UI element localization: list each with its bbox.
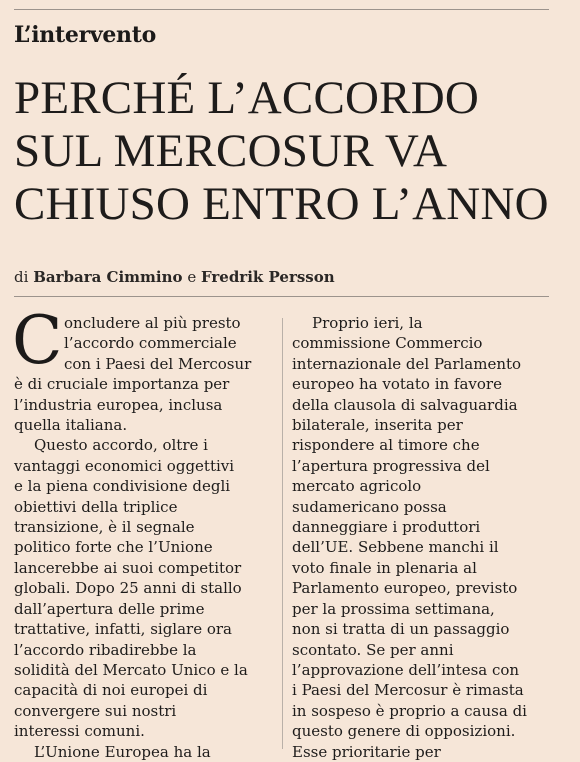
text-line: trattative, infatti, siglare ora bbox=[14, 620, 232, 639]
column-divider bbox=[282, 318, 283, 749]
text-line: Proprio ieri, la bbox=[312, 314, 423, 332]
text-line: in sospeso è proprio a causa di bbox=[292, 701, 527, 720]
paragraph bbox=[14, 742, 272, 762]
text-line: l’approvazione dell’intesa con bbox=[292, 660, 520, 679]
first-paragraph bbox=[12, 302, 272, 435]
paragraph bbox=[292, 313, 554, 762]
text-line: e la piena condivisione degli bbox=[14, 477, 231, 496]
text-line: politico forte che l’Unione bbox=[14, 538, 213, 557]
top-rule bbox=[14, 9, 549, 10]
author-name: Barbara Cimmino bbox=[33, 268, 183, 286]
text-line: commissione Commercio bbox=[292, 334, 483, 353]
text-line: obiettivi della triplice bbox=[14, 497, 178, 516]
text-line: L’Unione Europea ha la bbox=[34, 742, 211, 761]
text-line: è di cruciale importanza per bbox=[14, 375, 230, 394]
text-line: con i Paesi del Mercosur bbox=[64, 354, 252, 373]
headline-line: CHIUSO ENTRO L’ANNO bbox=[14, 178, 549, 230]
text-line: mercato agricolo bbox=[292, 477, 422, 496]
text-line: internazionale del Parlamento bbox=[292, 354, 522, 373]
text-line: convergere sui nostri bbox=[14, 701, 177, 720]
text-line: solidità del Mercato Unico e la bbox=[14, 660, 248, 679]
drop-cap: C bbox=[12, 302, 63, 379]
text-line: rispondere al timore che bbox=[292, 436, 480, 455]
text-line: danneggiare i produttori bbox=[292, 518, 481, 537]
text-line: dall’apertura delle prime bbox=[14, 599, 205, 618]
byline-conjunction: e bbox=[187, 268, 197, 286]
text-line: l’accordo ribadirebbe la bbox=[14, 640, 197, 659]
article-headline bbox=[14, 72, 559, 231]
text-line: vantaggi economici oggettivi bbox=[14, 456, 235, 475]
text-line: globali. Dopo 25 anni di stallo bbox=[14, 579, 242, 598]
text-line: l’accordo commerciale bbox=[64, 334, 237, 353]
article-column-left bbox=[12, 302, 272, 762]
text-line: non si tratta di un passaggio bbox=[292, 620, 510, 639]
text-line: quella italiana. bbox=[14, 416, 128, 435]
text-line: per la prossima settimana, bbox=[292, 599, 495, 618]
text-line: Esse prioritarie per bbox=[292, 742, 441, 761]
section-kicker: L’intervento bbox=[14, 22, 156, 48]
text-line: questo genere di opposizioni. bbox=[292, 722, 516, 741]
text-line: sudamericano possa bbox=[292, 497, 447, 516]
paragraph bbox=[14, 435, 272, 741]
byline-rule bbox=[14, 296, 549, 297]
text-line: bilaterale, inserita per bbox=[292, 416, 463, 435]
headline-line: PERCHÉ L’ACCORDO bbox=[14, 72, 480, 124]
text-line: Parlamento europeo, previsto bbox=[292, 579, 518, 598]
text-line: l’apertura progressiva del bbox=[292, 456, 490, 475]
text-line: i Paesi del Mercosur è rimasta bbox=[292, 681, 524, 700]
text-line: Questo accordo, oltre i bbox=[34, 436, 208, 455]
author-name: Fredrik Persson bbox=[200, 268, 335, 286]
text-line: voto finale in plenaria al bbox=[292, 558, 477, 577]
text-line: europeo ha votato in favore bbox=[292, 375, 502, 394]
text-line: l’industria europea, inclusa bbox=[14, 395, 223, 414]
byline-prefix: di bbox=[14, 268, 29, 286]
text-line: scontato. Se per anni bbox=[292, 640, 454, 659]
text-line: lancerebbe ai suoi competitor bbox=[14, 558, 242, 577]
text-line: interessi comuni. bbox=[14, 722, 145, 741]
text-line: capacità di noi europei di bbox=[14, 681, 208, 700]
article-column-right bbox=[292, 313, 554, 762]
text-line: transizione, è il segnale bbox=[14, 518, 195, 537]
headline-line: SUL MERCOSUR VA bbox=[14, 125, 448, 177]
text-line: oncludere al più presto bbox=[64, 314, 241, 332]
text-line: della clausola di salvaguardia bbox=[292, 395, 518, 414]
byline bbox=[14, 268, 335, 286]
text-line: dell’UE. Sebbene manchi il bbox=[292, 538, 499, 557]
